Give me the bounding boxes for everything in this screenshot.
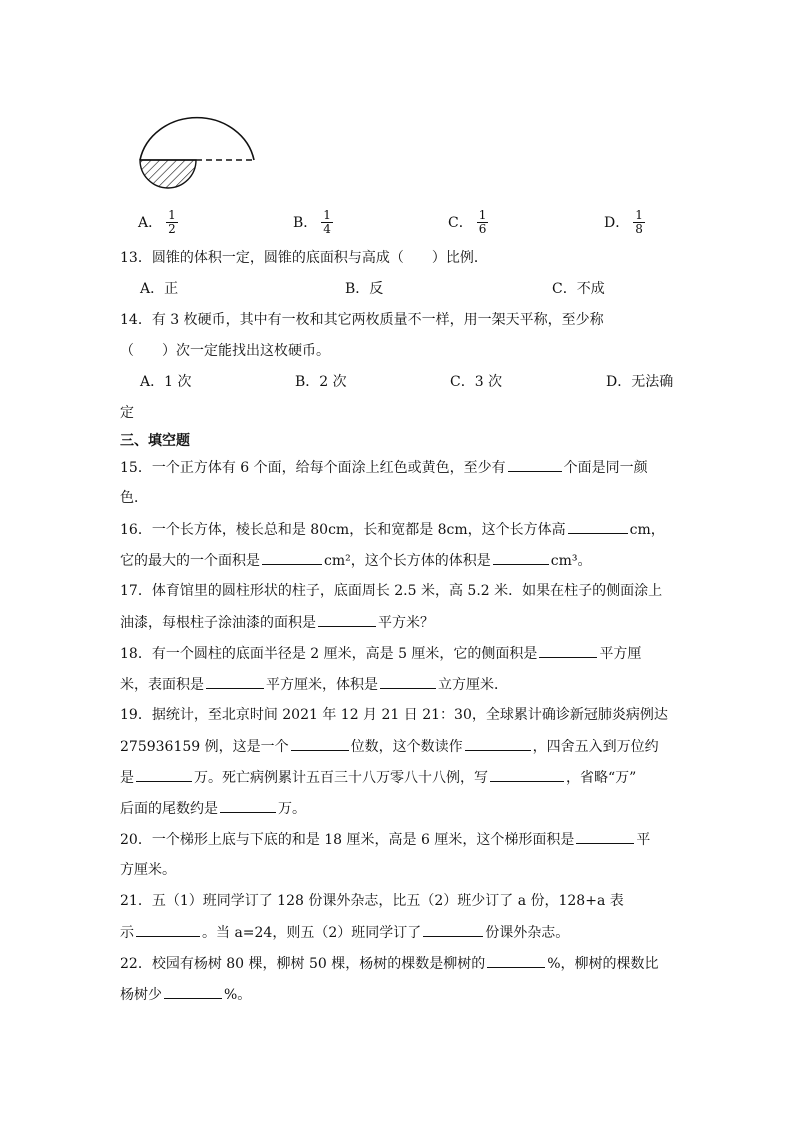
answer-blank[interactable] — [508, 457, 562, 472]
q19-line4: 后面的尾数约是 万。 — [120, 798, 680, 819]
answer-blank[interactable] — [576, 829, 634, 844]
q12-options — [138, 204, 698, 240]
answer-blank[interactable] — [164, 984, 222, 999]
answer-blank[interactable] — [487, 953, 545, 968]
q14-option-a[interactable]: A．1 次 — [140, 374, 192, 390]
answer-blank[interactable] — [136, 922, 200, 937]
q13-option-a[interactable]: A．正 — [140, 281, 179, 297]
q16-line2: 它的最大的一个面积是 cm²，这个长方体的体积是 cm³。 — [120, 550, 680, 571]
q15-line1: 15．一个正方体有 6 个面，给每个面涂上红色或黄色，至少有 个面是同一颜 — [120, 457, 680, 478]
q14-option-d[interactable]: D．无法确 — [606, 374, 674, 390]
q13-option-c[interactable]: C．不成 — [552, 281, 605, 297]
option-label: B． — [293, 215, 318, 231]
q16-line1: 16．一个长方体，棱长总和是 80cm，长和宽都是 8cm，这个长方体高 cm， — [120, 519, 680, 540]
answer-blank[interactable] — [539, 643, 597, 658]
q19-line1: 19．据统计，至北京时间 2021 年 12 月 21 日 21：30，全球累计确诊新冠肺炎病例达 — [120, 707, 668, 723]
q20-line1: 20．一个梯形上底与下底的和是 18 厘米，高是 6 厘米，这个梯形面积是 平 — [120, 829, 680, 850]
q13-text: 13．圆锥的体积一定，圆锥的底面积与高成（ ）比例． — [120, 250, 488, 266]
answer-blank[interactable] — [568, 519, 628, 534]
fraction: $\frac{1}{2}$ — [168, 207, 176, 236]
answer-blank[interactable] — [493, 550, 549, 565]
answer-blank[interactable] — [136, 767, 192, 782]
q14-wrap: 定 — [120, 405, 134, 421]
q20-line2: 方厘米。 — [120, 862, 176, 878]
q18-line2: 米，表面积是 平方厘米，体积是 立方厘米． — [120, 674, 680, 695]
option-label: D． — [604, 215, 630, 231]
q14-line1: 14．有 3 枚硬币，其中有一枚和其它两枚质量不一样，用一架天平称，至少称 — [120, 312, 604, 328]
answer-blank[interactable] — [423, 922, 483, 937]
q14-option-c[interactable]: C．3 次 — [450, 374, 503, 390]
answer-blank[interactable] — [206, 674, 264, 689]
option-label: C． — [448, 215, 473, 231]
q12-option-c[interactable] — [448, 204, 488, 240]
q15-line2: 色． — [120, 490, 148, 506]
section-title: 三、填空题 — [120, 433, 190, 449]
q13-option-b[interactable]: B．反 — [345, 281, 384, 297]
answer-blank[interactable] — [490, 767, 564, 782]
q19-line3: 是 万。死亡病例累计五百三十八万零八十八例，写 ，省略“万” — [120, 767, 680, 788]
fraction: $\frac{1}{8}$ — [635, 207, 643, 236]
large-semicircle-arc — [140, 118, 254, 160]
answer-blank[interactable] — [291, 736, 349, 751]
option-label: A． — [138, 215, 163, 231]
q14-line2: （ ）次一定能找出这枚硬币。 — [120, 343, 330, 359]
answer-blank[interactable] — [380, 674, 436, 689]
semicircle-figure — [126, 100, 266, 200]
answer-blank[interactable] — [262, 550, 322, 565]
q22-line2: 杨树少 %。 — [120, 984, 680, 1005]
q21-line1: 21．五（1）班同学订了 128 份课外杂志，比五（2）班少订了 a 份，128+a 表 — [120, 893, 624, 909]
q12-option-a[interactable] — [138, 204, 178, 240]
q18-line1: 18．有一个圆柱的底面半径是 2 厘米，高是 5 厘米，它的侧面积是 平方厘 — [120, 643, 680, 664]
q12-option-b[interactable] — [293, 204, 333, 240]
fraction: $\frac{1}{4}$ — [323, 207, 331, 236]
answer-blank[interactable] — [318, 612, 376, 627]
hatched-small-semicircle — [140, 160, 196, 188]
q14-option-b[interactable]: B．2 次 — [295, 374, 347, 390]
answer-blank[interactable] — [220, 798, 276, 813]
fraction: $\frac{1}{6}$ — [478, 207, 487, 236]
q22-line1: 22．校园有杨树 80 棵，柳树 50 棵，杨树的棵数是柳树的 %，柳树的棵数比 — [120, 953, 680, 974]
answer-blank[interactable] — [465, 736, 531, 751]
q17-line2: 油漆，每根柱子涂油漆的面积是 平方米？ — [120, 612, 680, 633]
q21-line2: 示 。当 a=24，则五（2）班同学订了 份课外杂志。 — [120, 922, 680, 943]
q19-line2: 275936159 例，这是一个 位数，这个数读作 ，四舍五入到万位约 — [120, 736, 680, 757]
q17-line1: 17．体育馆里的圆柱形状的柱子，底面周长 2.5 米，高 5.2 米．如果在柱子的侧面涂上 — [120, 583, 663, 599]
q12-option-d[interactable] — [604, 204, 645, 240]
